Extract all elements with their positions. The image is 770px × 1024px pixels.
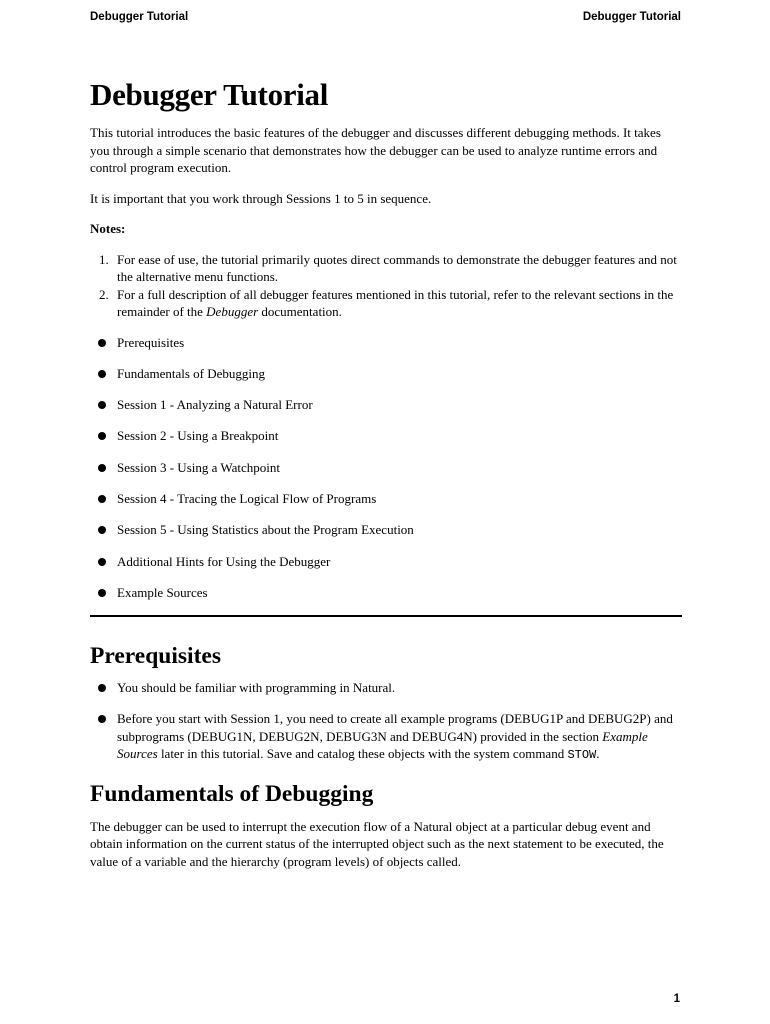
page-title: Debugger Tutorial xyxy=(90,77,329,112)
bullet-icon xyxy=(98,558,106,566)
intro-paragraph: This tutorial introduces the basic features of the debugger and discusses different debugging methods. It takes you through a simple scenario that demonstrates how the debugger can be used to analyze runtime errors and control program execution. xyxy=(90,125,661,175)
bullet-icon xyxy=(98,370,106,378)
toc-item-session-3[interactable]: Session 3 - Using a Watchpoint xyxy=(90,459,682,477)
toc-item-example-sources[interactable]: Example Sources xyxy=(90,584,682,602)
prerequisite-item: Before you start with Session 1, you need to create all example programs (DEBUG1P and DEBUG2P) and subprograms (DEBUG1N, DEBUG2N, DEBUG3N and DEBUG4N) provided in the section Example Sources later in this tutorial. Save and catalog these objects with the system command STOW. xyxy=(90,710,682,765)
bullet-icon xyxy=(98,464,106,472)
toc-item-additional-hints[interactable]: Additional Hints for Using the Debugger xyxy=(90,553,682,571)
fundamentals-heading: Fundamentals of Debugging xyxy=(90,780,374,807)
note-text: For ease of use, the tutorial primarily quotes direct commands to demonstrate the debugger features and not the alternative menu functions. xyxy=(117,251,677,284)
example-sources-reference: Example Sources xyxy=(117,728,648,762)
fundamentals-paragraph: The debugger can be used to interrupt the execution flow of a Natural object at a particular debug event and obtain information on the current status of the interrupted object such as the next statement to be executed, the value of a variable and the hierarchy (program levels) of objects called. xyxy=(90,818,664,869)
sequence-note: It is important that you work through Sessions 1 to 5 in sequence. xyxy=(90,190,432,206)
note-item xyxy=(90,286,682,321)
note-text-end: documentation. xyxy=(258,304,342,319)
running-header-left: Debugger Tutorial xyxy=(90,11,189,23)
toc-item-fundamentals[interactable]: Fundamentals of Debugging xyxy=(90,365,682,383)
prerequisite-item: You should be familiar with programming in Natural. xyxy=(90,679,682,697)
toc-list xyxy=(90,334,682,602)
section-divider xyxy=(90,615,682,617)
debugger-doc-reference: Debugger xyxy=(206,304,259,319)
bullet-icon xyxy=(98,432,106,440)
note-number: 2. xyxy=(99,286,109,302)
document-body xyxy=(90,74,682,870)
toc-item-session-1[interactable]: Session 1 - Analyzing a Natural Error xyxy=(90,396,682,414)
bullet-icon xyxy=(98,589,106,597)
bullet-icon xyxy=(98,401,106,409)
toc-item-session-2[interactable]: Session 2 - Using a Breakpoint xyxy=(90,427,682,445)
note-number: 1. xyxy=(99,251,109,267)
prerequisites-heading: Prerequisites xyxy=(90,643,221,670)
bullet-icon xyxy=(98,526,106,534)
bullet-icon xyxy=(98,684,106,692)
toc-item-prerequisites[interactable]: Prerequisites xyxy=(90,334,682,352)
bullet-icon xyxy=(98,495,106,503)
note-item xyxy=(90,251,682,286)
note-text: For a full description of all debugger features mentioned in this tutorial, refer to the relevant sections in the remainder of the xyxy=(117,286,674,319)
stow-command: STOW xyxy=(567,748,597,763)
running-header-right: Debugger Tutorial xyxy=(582,11,681,23)
toc-item-session-4[interactable]: Session 4 - Tracing the Logical Flow of Programs xyxy=(90,490,682,508)
bullet-icon xyxy=(98,715,106,723)
bullet-icon xyxy=(98,339,106,347)
page-number: 1 xyxy=(673,993,680,1005)
notes-label: Notes: xyxy=(90,221,126,236)
prerequisites-list xyxy=(90,679,682,765)
toc-item-session-5[interactable]: Session 5 - Using Statistics about the Program Execution xyxy=(90,521,682,539)
notes-list xyxy=(90,251,682,321)
